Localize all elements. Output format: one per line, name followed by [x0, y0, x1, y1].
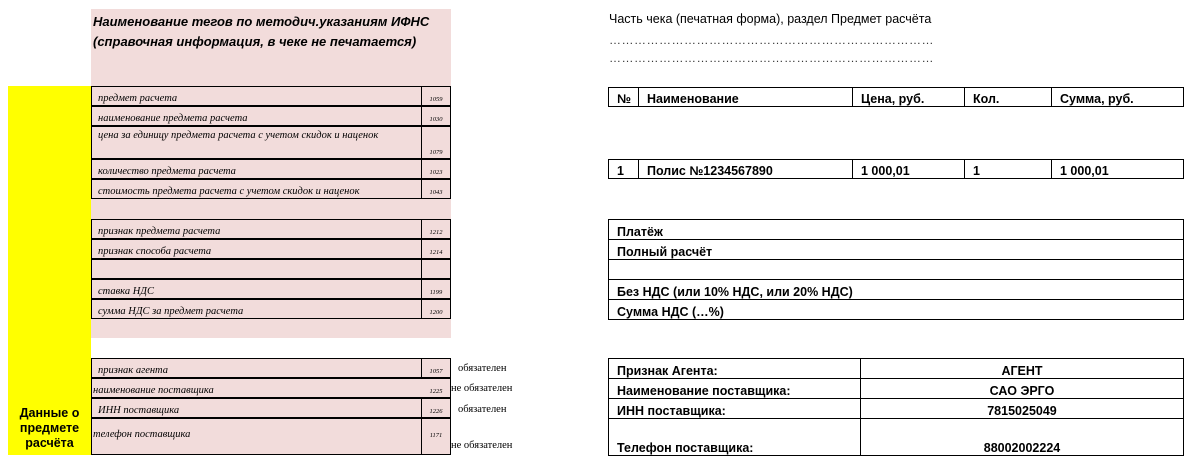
tag-label: стоимость предмета расчета с учетом скидок и наценок [98, 186, 360, 197]
tag-row [91, 126, 451, 159]
item-qty: 1 [965, 160, 1052, 179]
dotted-line: …………………………………………………………………… [609, 33, 934, 47]
tag-label: наименование предмета расчета [98, 113, 248, 124]
tag-row [91, 219, 451, 239]
tag-row [91, 239, 451, 259]
tag-code: 1043 [421, 180, 450, 198]
requirement-label: обязателен [458, 404, 507, 415]
requirement-label: не обязателен [451, 383, 513, 394]
payment-method: Полный расчёт [609, 240, 1184, 260]
dotted-line: …………………………………………………………………… [609, 51, 934, 65]
agent-label: Признак Агента: [609, 359, 861, 379]
payment-kind: Платёж [609, 220, 1184, 240]
tag-code: 1225 [429, 388, 443, 395]
supplier-phone-value: 88002002224 [861, 419, 1184, 456]
tag-code: 1057 [421, 359, 450, 377]
tag-code: 1171 [421, 419, 450, 454]
tag-label: предмет расчета [98, 93, 178, 104]
tag-code: 1200 [421, 300, 450, 318]
requirement-label: обязателен [458, 363, 507, 374]
tag-label: признак агента [98, 365, 169, 376]
items-header-table [608, 87, 1184, 107]
tag-label: признак способа расчета [98, 246, 212, 257]
tag-row [91, 299, 451, 319]
vat-amount: Сумма НДС (…%) [609, 300, 1184, 320]
item-name: Полис №1234567890 [639, 160, 853, 179]
tag-code: 1212 [421, 220, 450, 238]
tag-row [91, 179, 451, 199]
tag-label: телефон поставщика [93, 429, 191, 440]
tag-code: 1226 [421, 399, 450, 417]
tag-code: 1023 [421, 160, 450, 178]
supplier-phone-label: Телефон поставщика: [609, 419, 861, 456]
receipt-section-title: Часть чека (печатная форма), раздел Предмет расчёта [609, 12, 932, 26]
supplier-inn-value: 7815025049 [861, 399, 1184, 419]
tag-row [91, 106, 451, 126]
side-label: Данные о предмете расчёта [19, 406, 80, 450]
item-table [608, 159, 1184, 179]
tag-label [92, 260, 421, 278]
tag-row [91, 279, 451, 299]
supplier-inn-label: ИНН поставщика: [609, 399, 861, 419]
tag-code [421, 260, 450, 278]
tag-row [91, 358, 451, 378]
tag-row [91, 398, 451, 418]
tag-code: 1079 [421, 127, 450, 158]
tag-row-empty [91, 259, 451, 279]
payment-table [608, 219, 1184, 320]
item-number: 1 [609, 160, 639, 179]
tag-row [91, 86, 451, 106]
tag-row [91, 378, 451, 398]
col-header-name: Наименование [639, 88, 853, 107]
col-header-sum: Сумма, руб. [1052, 88, 1184, 107]
requirement-label: не обязателен [451, 440, 513, 451]
item-price: 1 000,01 [853, 160, 965, 179]
left-header-title: Наименование тегов по методич.указаниям ИФНС (справочная информация, в чеке не печатается) [93, 14, 430, 49]
tag-row [91, 418, 451, 455]
tag-label: ИНН поставщика [98, 405, 180, 416]
vat-rate: Без НДС (или 10% НДС, или 20% НДС) [609, 280, 1184, 300]
tag-code: 1030 [421, 107, 450, 125]
col-header-qty: Кол. [965, 88, 1052, 107]
tag-label: наименование поставщика [93, 385, 214, 396]
item-sum: 1 000,01 [1052, 160, 1184, 179]
side-label-band [8, 86, 91, 455]
tag-label: признак предмета расчета [98, 226, 221, 237]
payment-empty [609, 260, 1184, 280]
tag-code: 1199 [421, 280, 450, 298]
tag-label: сумма НДС за предмет расчета [98, 306, 244, 317]
col-header-price: Цена, руб. [853, 88, 965, 107]
col-header-number: № [609, 88, 639, 107]
supplier-name-value: САО ЭРГО [861, 379, 1184, 399]
agent-table [608, 358, 1184, 456]
tag-row [91, 159, 451, 179]
tag-code: 1059 [421, 87, 450, 105]
tag-label: ставка НДС [98, 286, 154, 297]
tag-label: количество предмета расчета [98, 166, 236, 177]
agent-value: АГЕНТ [861, 359, 1184, 379]
supplier-name-label: Наименование поставщика: [609, 379, 861, 399]
tag-label: цена за единицу предмета расчета с учетом скидок и наценок [98, 130, 379, 141]
tag-code: 1214 [421, 240, 450, 258]
